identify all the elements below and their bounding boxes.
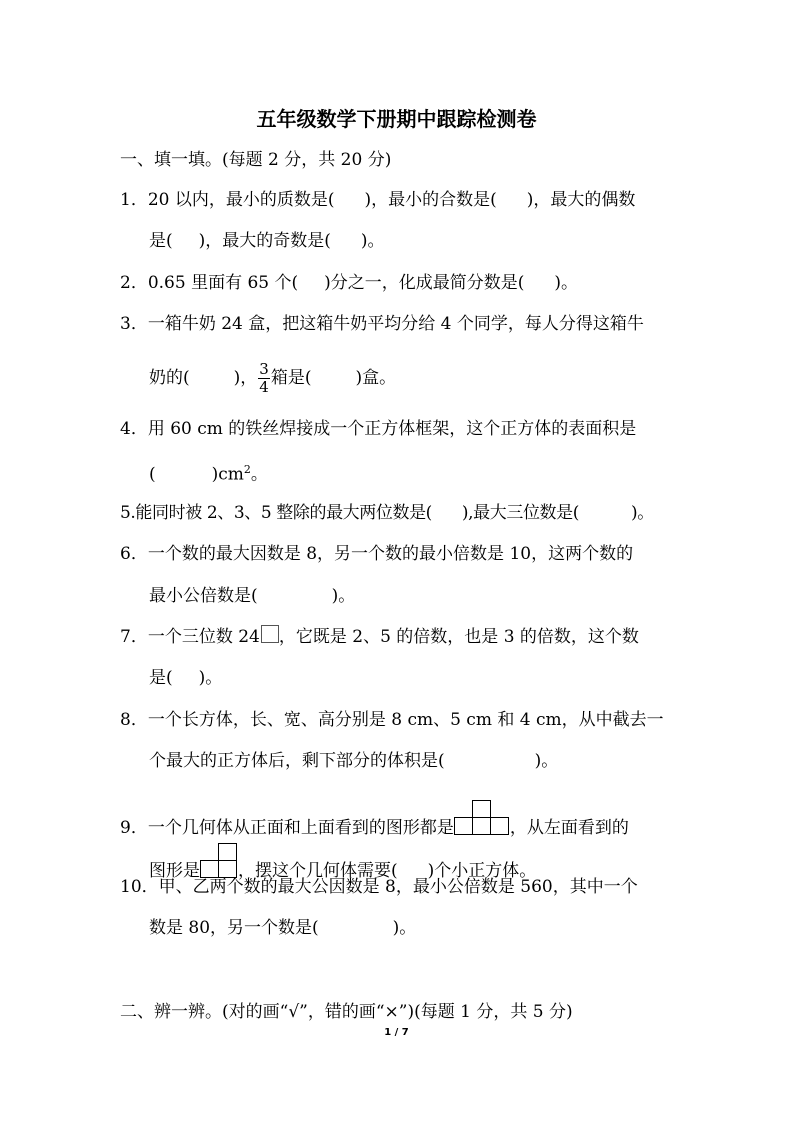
q2-text-c: )。: [554, 273, 579, 293]
q4-text-a: 4．用 60 cm 的铁丝焊接成一个正方体框架，这个正方体的表面积是: [120, 419, 637, 439]
q10-text-b: 数是 80，另一个数是(: [149, 918, 319, 938]
q7-text-b: ，它既是 2、5 的倍数，也是 3 的倍数，这个数: [278, 627, 639, 647]
page-number: 1 / 7: [384, 1027, 409, 1038]
q4-text-d: 。: [250, 464, 268, 485]
question-3-line-1: [120, 312, 680, 336]
q8-text-c: )。: [534, 751, 559, 771]
question-5: [120, 501, 680, 525]
q10-text-a: 10．甲、乙两个数的最大公因数是 8，最小公倍数是 560，其中一个: [120, 877, 638, 897]
q1-text-b: )，最小的合数是(: [364, 190, 497, 210]
fraction-numerator: 3: [259, 360, 269, 378]
q9-text-c: 图形是: [149, 861, 200, 881]
question-1-line-2: [149, 229, 709, 253]
q4-text-b: (: [149, 464, 156, 485]
q3-text-c: )，: [233, 368, 258, 388]
q9-text-d: ，摆这个几何体需要(: [238, 861, 398, 881]
fraction-three-quarters: [258, 361, 270, 396]
question-7-line-2: [149, 666, 709, 690]
question-10-line-2: [149, 916, 709, 940]
q6-text-a: 6．一个数的最大因数是 8，另一个数的最小倍数是 10，这两个数的: [120, 544, 634, 564]
question-3-line-2: [149, 361, 709, 396]
q8-text-a: 8．一个长方体，长、宽、高分别是 8 cm、5 cm 和 4 cm，从中截去一: [120, 710, 664, 730]
q1-text-d: 是(: [149, 231, 173, 251]
q6-text-c: )。: [331, 586, 356, 606]
question-4-line-1: [120, 417, 680, 441]
question-4-line-2: [149, 458, 709, 487]
q2-text-b: )分之一，化成最简分数是(: [324, 273, 525, 293]
q3-text-b: 奶的(: [149, 368, 190, 388]
q9-text-e: )个小正方体。: [427, 861, 537, 881]
q3-text-e: )盒。: [355, 368, 397, 388]
question-10-line-1: [120, 875, 680, 899]
section-2-heading: 二、辨一辨。(对的画“√”，错的画“×”)(每题 1 分，共 5 分): [120, 1002, 573, 1022]
question-7-line-1: [120, 625, 680, 649]
q4-text-c: )cm: [211, 464, 244, 485]
q1-text-a: 1．20 以内，最小的质数是(: [120, 190, 335, 210]
q6-text-b: 最小公倍数是(: [149, 586, 258, 606]
fraction-denominator: 4: [259, 378, 269, 396]
q4-superscript: 2: [243, 463, 251, 476]
question-8-line-2: [149, 749, 709, 773]
section-1-heading: 一、填一填。(每题 2 分，共 20 分): [120, 150, 392, 170]
question-2: [120, 271, 680, 295]
q5-text-c: )。: [631, 503, 654, 523]
q9-text-b: ，从左面看到的: [509, 818, 629, 838]
question-1-line-1: [120, 188, 680, 212]
question-8-line-1: [120, 708, 680, 732]
q5-text-b: ),最大三位数是(: [461, 503, 579, 523]
q10-text-c: )。: [392, 918, 417, 938]
question-6-line-2: [149, 584, 709, 608]
digit-box-icon[interactable]: [261, 625, 279, 643]
front-top-view-icon: [454, 800, 510, 843]
q7-text-d: )。: [198, 668, 223, 688]
q9-text-a: 9．一个几何体从正面和上面看到的图形都是: [120, 818, 454, 838]
q7-text-a: 7．一个三位数 24: [120, 627, 260, 647]
q1-text-e: )，最大的奇数是(: [198, 231, 331, 251]
q5-text-a: 5.能同时被 2、3、5 整除的最大两位数是(: [120, 503, 432, 523]
q8-text-b: 个最大的正方体后，剩下部分的体积是(: [149, 751, 445, 771]
q3-text-a: 3．一箱牛奶 24 盒，把这箱牛奶平均分给 4 个同学，每人分得这箱牛: [120, 314, 644, 334]
question-6-line-1: [120, 542, 680, 566]
q3-text-d: 箱是(: [270, 368, 312, 388]
page-title: 五年级数学下册期中跟踪检测卷: [256, 107, 537, 131]
q1-text-f: )。: [360, 231, 385, 251]
question-9-line-1: [120, 800, 680, 843]
q2-text-a: 2．0.65 里面有 65 个(: [120, 273, 299, 293]
q7-text-c: 是(: [149, 668, 173, 688]
q1-text-c: )，最大的偶数: [526, 190, 636, 210]
